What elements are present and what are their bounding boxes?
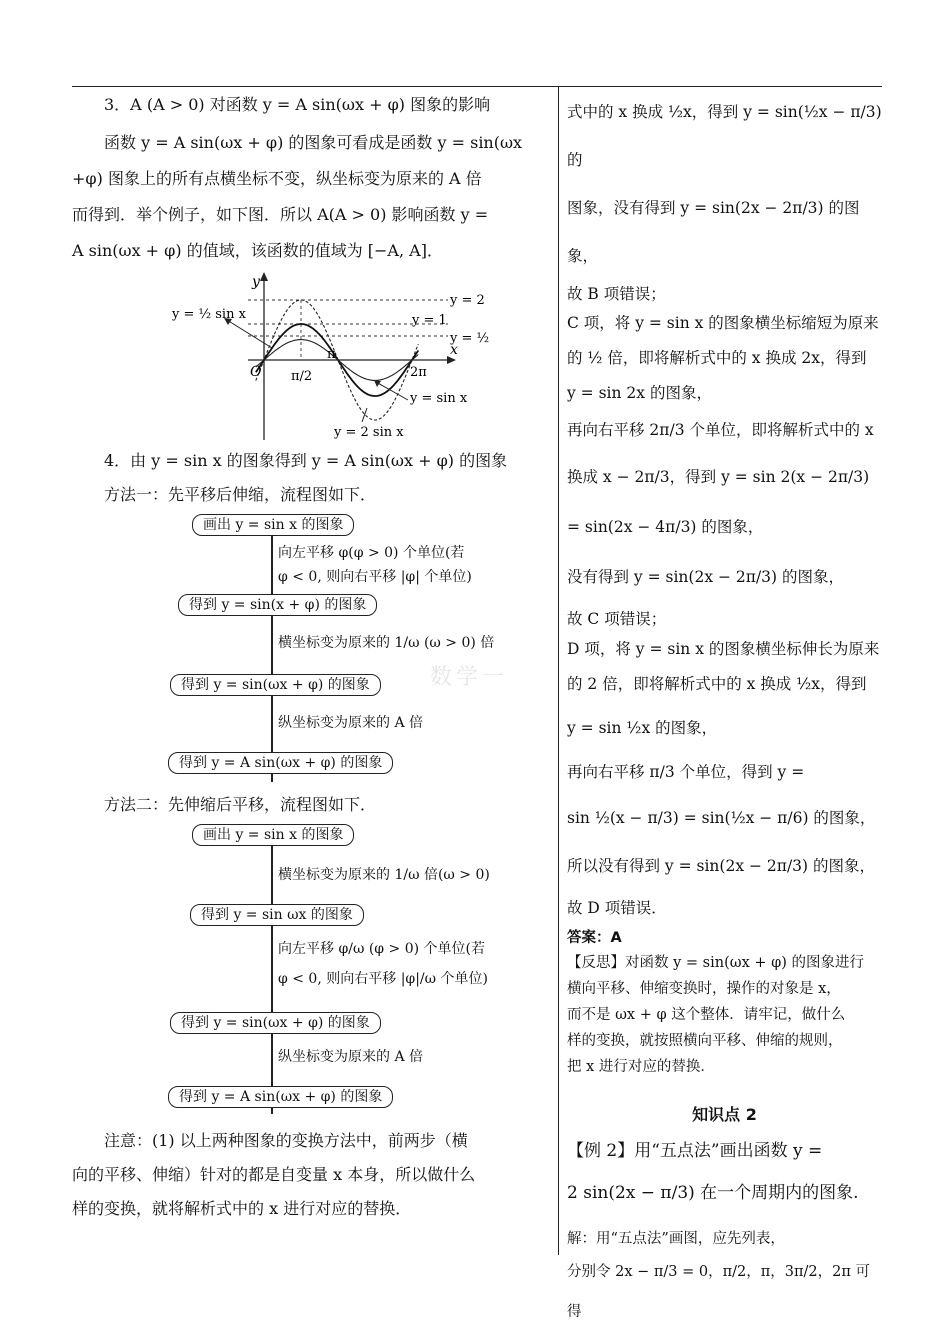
solution-line: y = sin ½x 的图象， [567,719,718,737]
flow-step-text: φ < 0, 则向右平移 |φ|/ω 个单位) [278,971,488,987]
section-3-heading: 3．A (A > 0) 对函数 y = A sin(ωx + φ) 图象的影响 [104,95,491,114]
label-y-2: y = 2 [450,293,485,308]
method-1-title: 方法一：先平移后伸缩，流程图如下． [104,485,377,504]
note-line: 注意：(1) 以上两种图象的变换方法中，前两步（横 [104,1131,468,1150]
tick-pi-half: π/2 [291,369,313,384]
label-half-sin: y = ½ sin x [172,307,246,322]
example-line: 【例 2】用“五点法”画出函数 y = [567,1141,823,1161]
section-3-body-line: +φ) 图象上的所有点横坐标不变，纵坐标变为原来的 A 倍 [72,169,482,188]
arrow-head-sin [374,380,381,387]
solution-line: 换成 x − 2π/3，得到 y = sin 2(x − 2π/3) [567,468,870,486]
reflect-line: 【反思】对函数 y = sin(ωx + φ) 的图象进行 [567,955,865,971]
solution-line: D 项，将 y = sin x 的图象横坐标伸长为原来 [567,640,880,658]
arrow-sin [376,382,408,400]
solution-line: 式中的 x 换成 ½x，得到 y = sin(½x − π/3) 的 [567,103,882,169]
flow-step-text: 横坐标变为原来的 1/ω (ω > 0) 倍 [278,635,495,651]
flow-step-text: 向左平移 φ(φ > 0) 个单位(若 [278,545,465,561]
right-column [567,88,882,1332]
flow-box: 画出 y = sin x 的图象 [192,824,354,846]
method-2-title: 方法二：先伸缩后平移，流程图如下． [104,795,377,814]
axis-label-y: y [252,274,260,290]
solution-line: 没有得到 y = sin(2x − 2π/3) 的图象， [567,568,845,586]
flow-connector [271,844,273,1114]
flow-box: 画出 y = sin x 的图象 [192,514,354,536]
label-sin: y = sin x [410,391,468,406]
section-4-heading: 4．由 y = sin x 的图象得到 y = A sin(ωx + φ) 的图象 [104,451,508,470]
answer-line: 答案：A [567,930,622,946]
solution-line: 所以没有得到 y = sin(2x − 2π/3) 的图象， [567,857,876,875]
flow-box: 得到 y = sin(ωx + φ) 的图象 [170,1012,381,1034]
flow-step-text: φ < 0, 则向右平移 |φ| 个单位) [278,569,472,585]
sine-amplitude-graph [72,272,552,442]
solution-line: 故 C 项错误； [567,610,667,628]
solution-line: = sin(2x − 4π/3) 的图象， [567,518,764,536]
label-y-half: y = ½ [450,331,490,346]
reflect-line: 而不是 ωx + φ 这个整体．请牢记，做什么 [567,1007,846,1023]
solution-line: 故 B 项错误； [567,285,666,303]
watermark: 数学一 [430,665,509,690]
flow-step-text: 纵坐标变为原来的 A 倍 [278,715,424,731]
flow-box: 得到 y = sin(ωx + φ) 的图象 [170,674,381,696]
solution-line: sin ½(x − π/3) = sin(½x − π/6) 的图象， [567,809,876,827]
flowchart-method-1 [72,514,552,786]
solution-line: 故 D 项错误． [567,899,667,917]
flow-step-text: 向左平移 φ/ω (φ > 0) 个单位(若 [278,941,486,957]
flow-box: 得到 y = sin(x + φ) 的图象 [178,594,377,616]
reflect-line: 把 x 进行对应的替换． [567,1059,715,1075]
section-3-body-line: A sin(ωx + φ) 的值域，该函数的值域为 [−A, A]． [72,241,443,260]
origin-label: O [250,364,262,380]
flow-box: 得到 y = sin ωx 的图象 [190,904,364,926]
solution-line: 的 2 倍，即将解析式中的 x 换成 ½x，得到 [567,675,867,693]
tick-pi: π [327,347,336,362]
reflect-line: 横向平移、伸缩变换时，操作的对象是 x， [567,981,841,997]
label-y-1: y = 1 [412,313,447,328]
example-solution-line: 分别令 2x − π/3 = 0，π/2，π，3π/2，2π 可得 [567,1264,871,1320]
solution-line: 图象，没有得到 y = sin(2x − 2π/3) 的图象， [567,199,860,265]
section-3-body-line: 函数 y = A sin(ωx + φ) 的图象可看成是函数 y = sin(ωx [104,133,523,152]
flow-box: 得到 y = A sin(ωx + φ) 的图象 [168,1086,393,1108]
solution-line: C 项，将 y = sin x 的图象横坐标缩短为原来 [567,314,879,332]
flow-box: 得到 y = A sin(ωx + φ) 的图象 [168,752,393,774]
solution-line: 再向右平移 2π/3 个单位，即将解析式中的 x [567,421,874,439]
section-3-body-line: 而得到．举个例子，如下图．所以 A(A > 0) 影响函数 y = [72,205,489,224]
example-solution-line: 解：用“五点法”画图，应先列表， [567,1231,785,1247]
label-2sin: y = 2 sin x [334,425,404,440]
solution-line: y = sin 2x 的图象， [567,384,712,402]
note-line: 样的变换，就将解析式中的 x 进行对应的替换． [72,1199,412,1218]
solution-line: 再向右平移 π/3 个单位，得到 y = [567,763,805,781]
header-rule [72,86,882,87]
y-axis-arrow [260,272,268,281]
reflect-line: 样的变换，就按照横向平移、伸缩的规则， [567,1033,843,1049]
note-line: 向的平移、伸缩）针对的都是自变量 x 本身，所以做什么 [72,1165,476,1184]
tick-2pi: 2π [410,365,427,380]
example-line: 2 sin(2x − π/3) 在一个周期内的图象. [567,1183,859,1203]
column-divider [558,87,559,1255]
flowchart-method-2 [72,824,552,1120]
graph-svg [72,272,552,442]
solution-line: 的 ½ 倍，即将解析式中的 x 换成 2x，得到 [567,349,867,367]
flow-connector [271,534,273,782]
flow-step-text: 纵坐标变为原来的 A 倍 [278,1049,424,1065]
flow-step-text: 横坐标变为原来的 1/ω 倍(ω > 0) [278,867,490,883]
arrow-2sin [362,408,367,422]
axis-label-x: x [450,342,458,358]
knowledge-point-title: 知识点 2 [692,1105,757,1124]
left-column [72,88,552,1224]
